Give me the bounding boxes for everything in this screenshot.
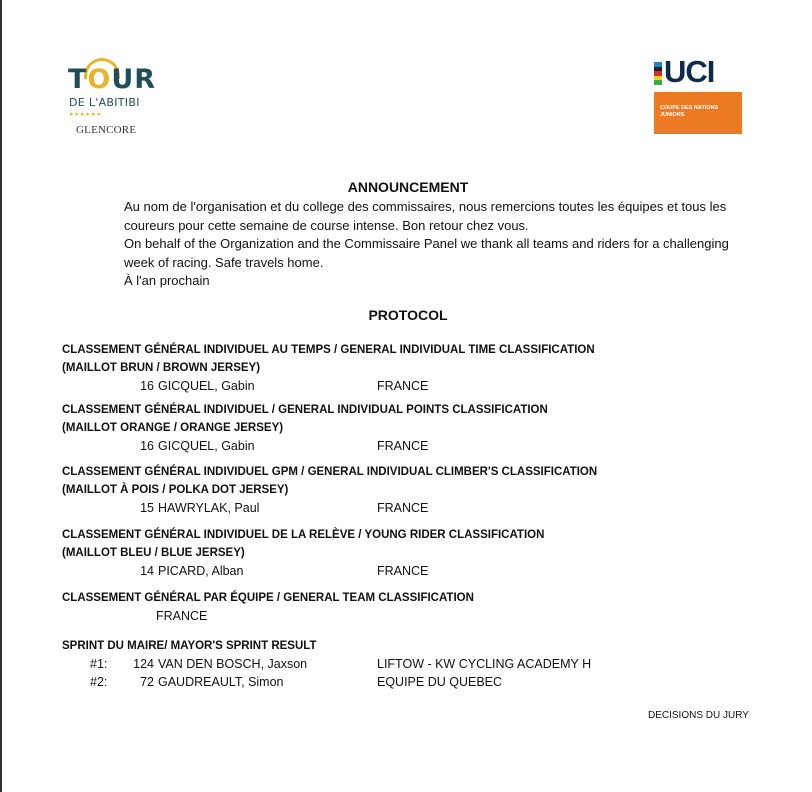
classification-points <box>62 401 762 455</box>
rider-name: PICARD, Alban <box>158 564 244 578</box>
tour-logo-word <box>68 64 156 95</box>
rider-name: GICQUEL, Gabin <box>158 379 255 393</box>
bib-number: 14 <box>140 564 154 578</box>
sprint-result-row <box>62 673 762 691</box>
announcement-line: Au nom de l'organisation et du college des commissaires, nous remercions toutes les équipes et tous les <box>124 199 727 214</box>
sprint-result-row <box>62 655 762 673</box>
announcement-line: coureurs pour cette semaine de course intense. Bon retour chez vous. <box>124 217 529 233</box>
rider-team: FRANCE <box>377 439 429 453</box>
classification-heading: CLASSEMENT GÉNÉRAL INDIVIDUEL GPM / GENERAL INDIVIDUAL CLIMBER'S CLASSIFICATION <box>62 466 598 478</box>
rider-name: GICQUEL, Gabin <box>158 439 255 453</box>
bib-number: 72 <box>140 675 154 689</box>
badge-line-1: COUPE DES NATIONS <box>660 105 719 111</box>
classification-heading: CLASSEMENT GÉNÉRAL PAR ÉQUIPE / GENERAL TEAM CLASSIFICATION <box>62 592 474 604</box>
tour-letters-ur: UR <box>111 64 157 95</box>
mayors-sprint <box>62 637 762 691</box>
rider-name: GAUDREAULT, Simon <box>158 675 284 689</box>
classification-heading: CLASSEMENT GÉNÉRAL INDIVIDUEL AU TEMPS / GENERAL INDIVIDUAL TIME CLASSIFICATION <box>62 344 595 356</box>
result-row <box>62 562 762 580</box>
bib-number: 16 <box>140 439 154 453</box>
bib-number: 16 <box>140 379 154 393</box>
classification-team <box>62 589 762 625</box>
jersey-label: (MAILLOT À POIS / POLKA DOT JERSEY) <box>62 484 289 496</box>
classification-time <box>62 341 762 395</box>
result-row <box>62 607 762 625</box>
jersey-label: (MAILLOT ORANGE / ORANGE JERSEY) <box>62 422 284 434</box>
classification-heading: CLASSEMENT GÉNÉRAL INDIVIDUEL / GENERAL INDIVIDUAL POINTS CLASSIFICATION <box>62 404 548 416</box>
jersey-label: (MAILLOT BLEU / BLUE JERSEY) <box>62 547 245 559</box>
badge-text <box>660 105 718 119</box>
result-row <box>62 437 762 455</box>
rider-team: EQUIPE DU QUEBEC <box>377 675 503 689</box>
jury-decisions-footer: DECISIONS DU JURY <box>648 710 749 721</box>
classification-climber <box>62 463 762 517</box>
bib-number: 15 <box>140 501 154 515</box>
result-row <box>62 377 762 395</box>
pennant-flags-icon: ▸▸▸▸▸▸ <box>70 111 104 118</box>
sprint-rank: #1: <box>90 657 108 671</box>
announcement-line: week of racing. Safe travels home. <box>124 254 324 270</box>
rider-name: HAWRYLAK, Paul <box>158 501 260 515</box>
sponsor-glencore: GLENCORE <box>76 124 137 136</box>
rider-name: VAN DEN BOSCH, Jaxson <box>158 657 308 671</box>
rider-team: FRANCE <box>377 564 429 578</box>
team-name: FRANCE <box>156 609 208 623</box>
badge-line-2: JUNIORS <box>660 112 685 118</box>
tour-de-labitibi-logo <box>62 62 157 142</box>
result-row <box>62 499 762 517</box>
announcement-line: On behalf of the Organization and the Commissaire Panel we thank all teams and riders for a challenging <box>124 236 729 251</box>
announcement-line: À l'an prochain <box>124 273 210 288</box>
rider-team: FRANCE <box>377 501 429 515</box>
classification-heading: CLASSEMENT GÉNÉRAL INDIVIDUEL DE LA RELÈVE / YOUNG RIDER CLASSIFICATION <box>62 529 545 541</box>
announcement-body <box>124 198 744 291</box>
tour-letter-t: T <box>68 64 88 95</box>
stripe-green <box>654 80 662 85</box>
uci-rainbow-stripes-icon <box>654 62 662 85</box>
rider-team: FRANCE <box>377 379 429 393</box>
nations-cup-juniors-badge <box>654 92 742 134</box>
uci-logo <box>654 54 742 134</box>
protocol-title: PROTOCOL <box>368 307 448 323</box>
bib-number: 124 <box>133 657 154 671</box>
classification-young-rider <box>62 526 762 580</box>
tour-letter-o: O <box>87 64 112 95</box>
announcement-title: ANNOUNCEMENT <box>347 179 469 195</box>
uci-wordmark: UCI <box>664 54 715 89</box>
sprint-rank: #2: <box>90 675 108 689</box>
tour-logo-subtitle: DE L'ABITIBI <box>69 96 140 109</box>
jersey-label: (MAILLOT BRUN / BROWN JERSEY) <box>62 362 261 374</box>
page-left-border <box>0 0 2 792</box>
sprint-heading: SPRINT DU MAIRE/ MAYOR'S SPRINT RESULT <box>62 640 317 652</box>
rider-team: LIFTOW - KW CYCLING ACADEMY H <box>377 657 592 671</box>
